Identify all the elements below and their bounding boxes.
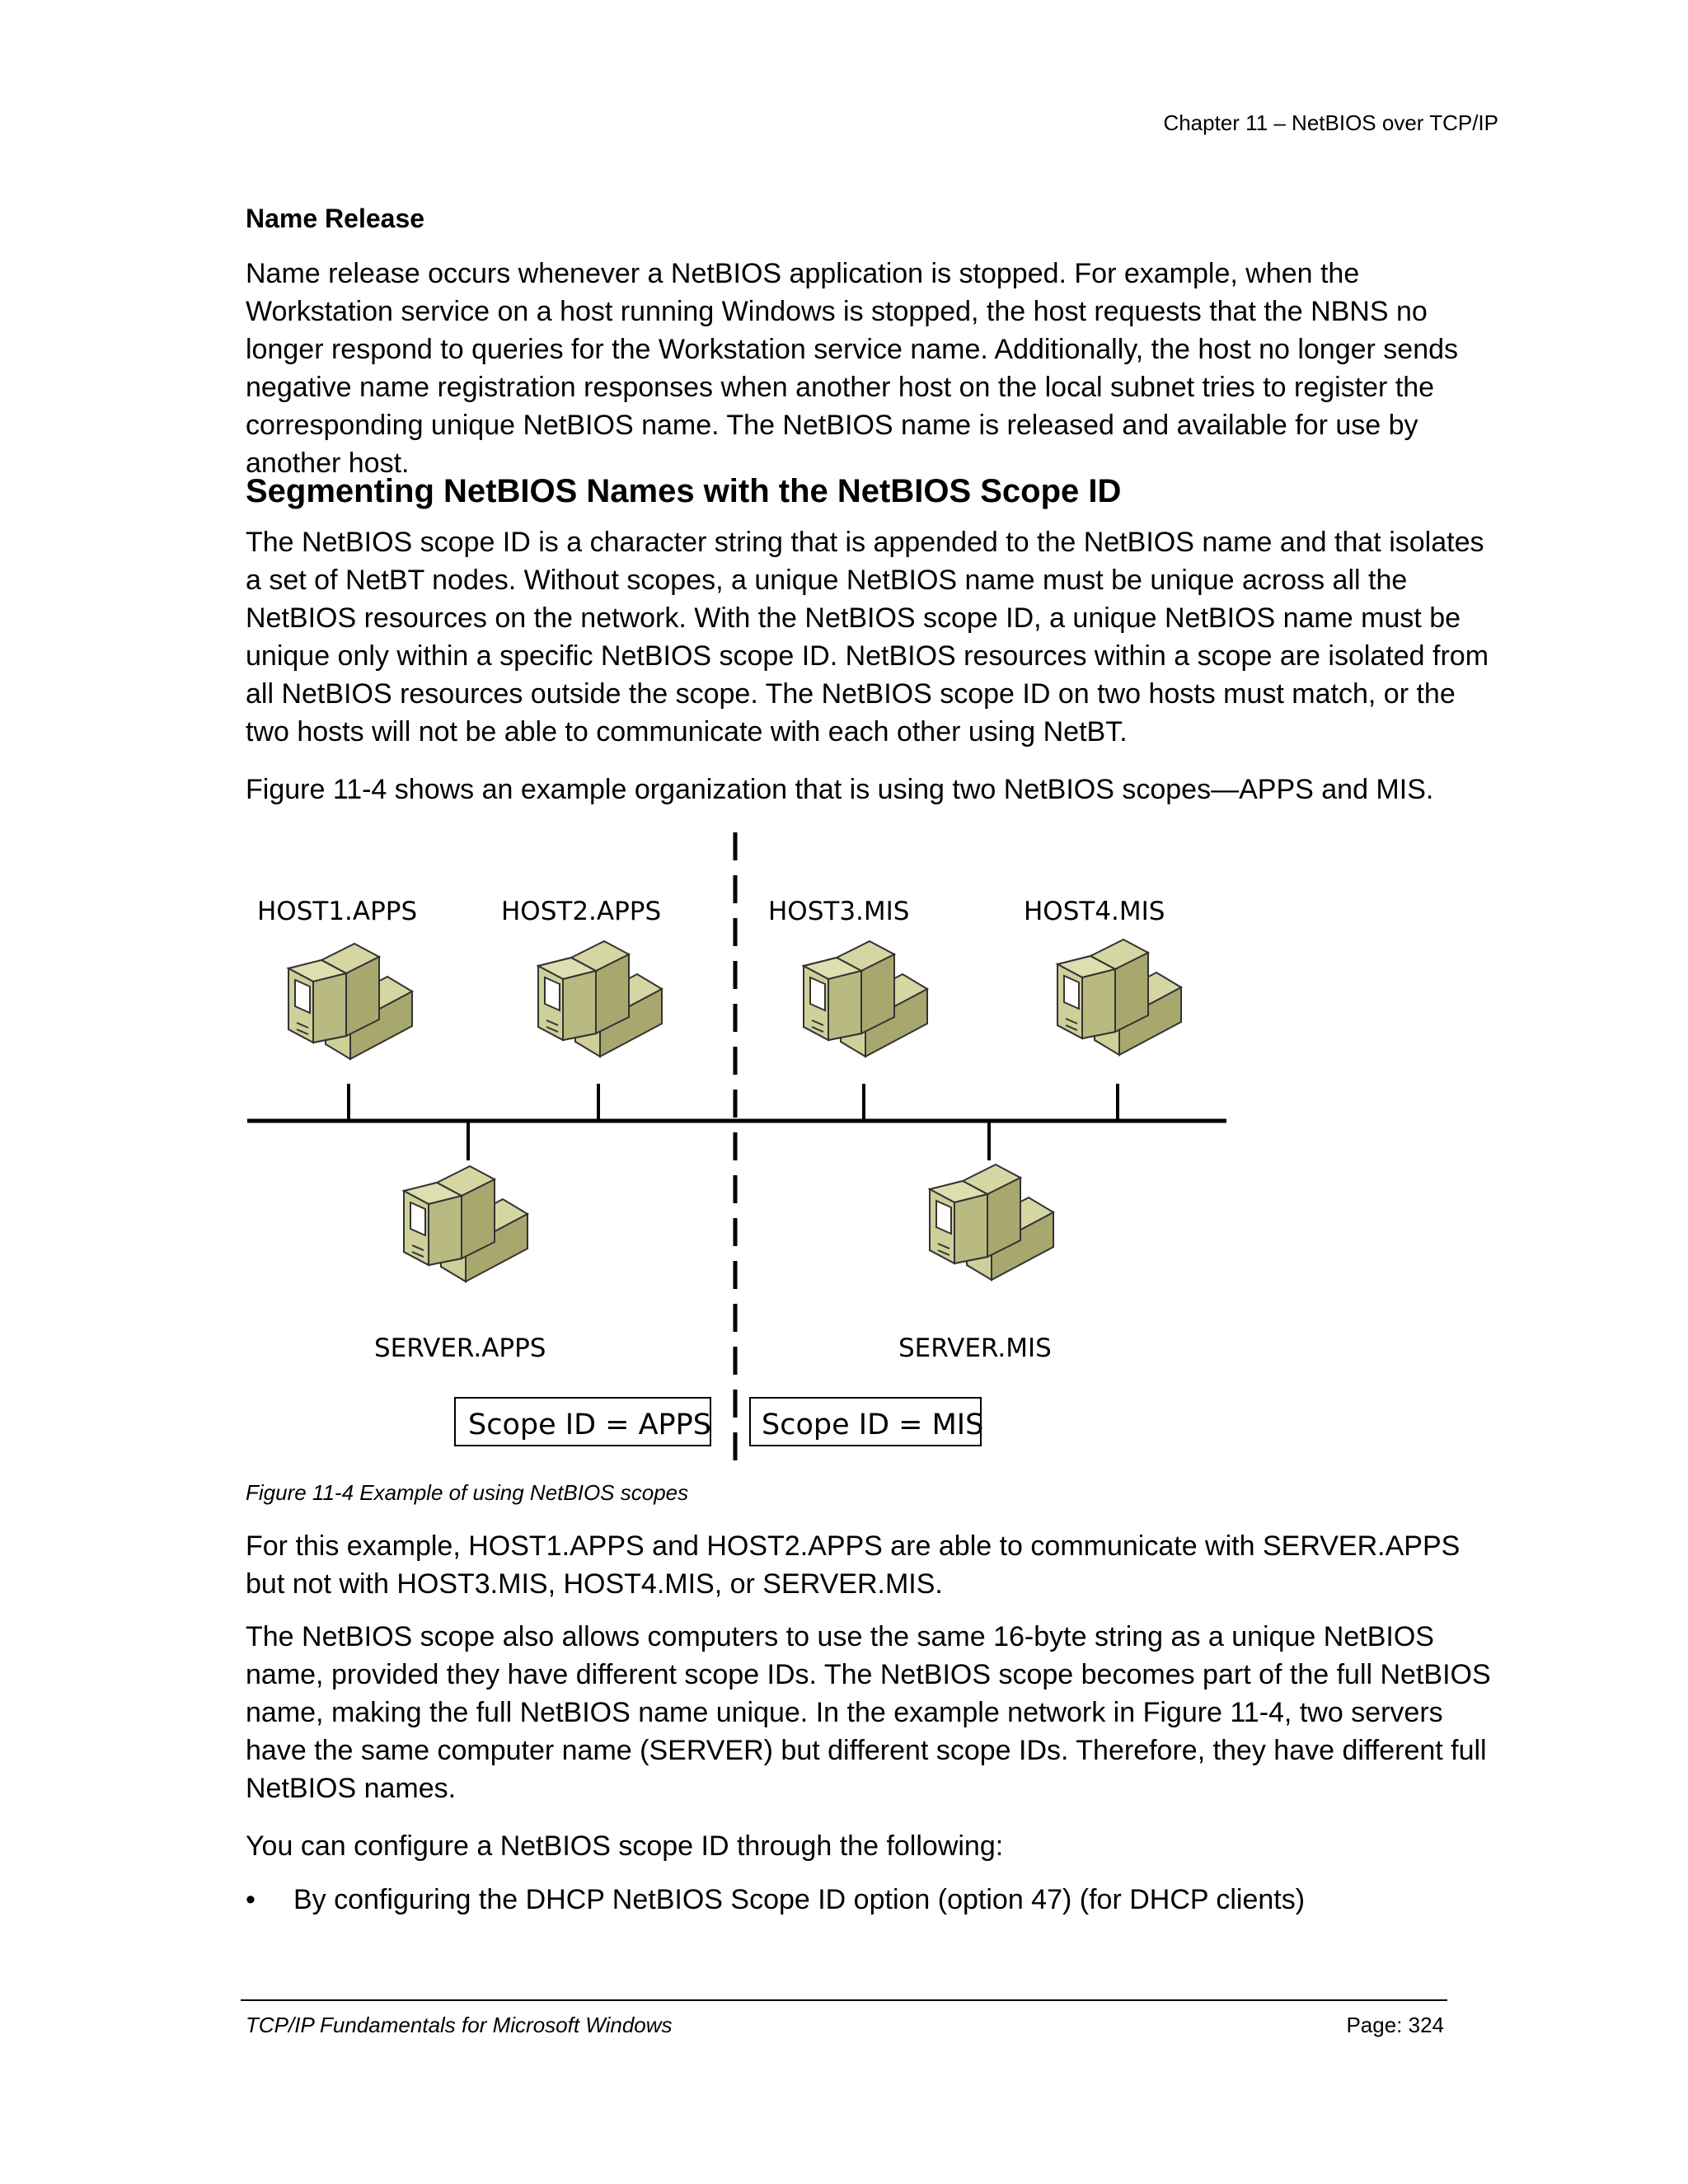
section-heading-name-release: Name Release [246,204,425,233]
network-diagram [246,832,1235,1467]
host4-computer-icon [1057,940,1181,1055]
paragraph-name-release: Name release occurs whenever a NetBIOS application is stopped. For example, when the Workstation service on a host running Windows is stopped, the host requests that the NBNS no longer respond to queries for the Workstation service name. Additionally, the host no longer sends negative name registration responses when another host on the local subnet tries to register the corresponding unique NetBIOS name. The NetBIOS name is released and available for use by another host. [246,258,1459,479]
host2-computer-icon [538,941,662,1057]
figure-netbios-scopes [246,832,1235,1467]
paragraph-scope-uniqueness: The NetBIOS scope also allows computers to use the same 16-byte string as a unique NetBIOS name, provided they have different scope IDs. The NetBIOS scope becomes part of the full NetBIOS name, making the full NetBIOS name unique. In the example network in Figure 11-4, two servers have the same computer name (SERVER) but different scope IDs. Therefore, they have different full NetBIOS names. [246,1621,1491,1804]
bullet-symbol: • [246,1884,256,1915]
host1-label: HOST1.APPS [257,897,418,926]
running-header: Chapter 11 – NetBIOS over TCP/IP [1163,110,1498,135]
scope-apps-label: Scope ID = APPS [468,1408,711,1441]
list-item-text: By configuring the DHCP NetBIOS Scope ID option (option 47) (for DHCP clients) [293,1884,1306,1915]
scope-mis-label: Scope ID = MIS [762,1408,984,1441]
server-apps-computer-icon [404,1166,528,1282]
server-mis-computer-icon [930,1165,1053,1280]
list-item [246,1881,1498,1919]
server-apps-label: SERVER.APPS [374,1333,546,1363]
footer-page-number: Page: 324 [1346,2013,1444,2037]
paragraph-scope-id-definition: The NetBIOS scope ID is a character string that is appended to the NetBIOS name and that isolates a set of NetBT nodes. Without scopes, a unique NetBIOS name must be unique across all the NetBIOS resources on the network. With the NetBIOS scope ID, a unique NetBIOS name must be unique only within a specific NetBIOS scope ID. NetBIOS resources within a scope are isolated from all NetBIOS resources outside the scope. The NetBIOS scope ID on two hosts must match, or the two hosts will not be able to communicate with each other using NetBT. [246,527,1489,748]
host3-label: HOST3.MIS [768,897,910,926]
figure-caption: Figure 11-4 Example of using NetBIOS scopes [246,1480,689,1505]
host2-label: HOST2.APPS [501,897,662,926]
paragraph-figure-intro: Figure 11-4 shows an example organization that is using two NetBIOS scopes—APPS and MIS. [246,774,1434,805]
paragraph-example-explanation: For this example, HOST1.APPS and HOST2.APPS are able to communicate with SERVER.APPS but not with HOST3.MIS, HOST4.MIS, or SERVER.MIS. [246,1530,1461,1600]
host4-label: HOST4.MIS [1024,897,1165,926]
section-heading-scope-id: Segmenting NetBIOS Names with the NetBIOS Scope ID [246,473,1122,509]
host3-computer-icon [804,941,927,1057]
footer-book-title: TCP/IP Fundamentals for Microsoft Windows [246,2013,673,2037]
host1-computer-icon [288,944,412,1059]
paragraph-configure-intro: You can configure a NetBIOS scope ID through the following: [246,1830,1004,1862]
footer-divider [241,1999,1447,2001]
server-mis-label: SERVER.MIS [898,1333,1052,1363]
